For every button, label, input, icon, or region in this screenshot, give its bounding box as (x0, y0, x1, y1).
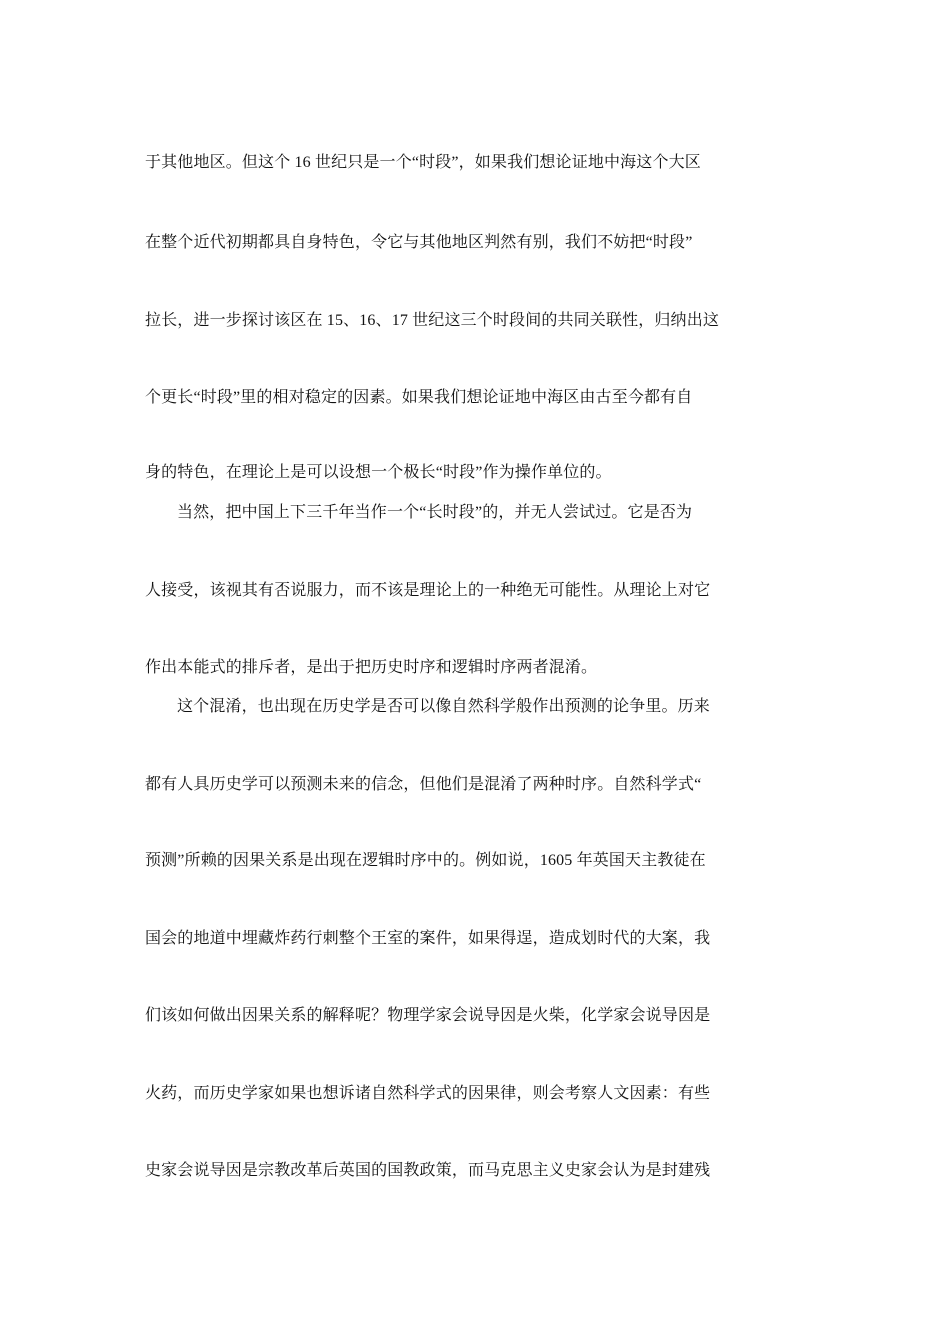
text-line: 身的特色，在理论上是可以设想一个极长“时段”作为操作单位的。 (145, 464, 612, 481)
text-line: 作出本能式的排斥者，是出于把历史时序和逻辑时序两者混淆。 (145, 659, 598, 676)
text-line: 于其他地区。但这个 16 世纪只是一个“时段”，如果我们想论证地中海这个大区 (145, 154, 701, 171)
text-line: 预测”所赖的因果关系是出现在逻辑时序中的。例如说，1605 年英国天主教徒在 (145, 852, 706, 869)
text-line: 在整个近代初期都具自身特色，令它与其他地区判然有别，我们不妨把“时段” (145, 234, 693, 251)
text-line: 拉长，进一步探讨该区在 15、16、17 世纪这三个时段间的共同关联性，归纳出这 (145, 312, 720, 329)
text-line: 史家会说导因是宗教改革后英国的国教政策，而马克思主义史家会认为是封建残 (145, 1162, 711, 1179)
text-line: 国会的地道中埋藏炸药行刺整个王室的案件，如果得逞，造成划时代的大案，我 (145, 930, 711, 947)
text-line: 火药，而历史学家如果也想诉诸自然科学式的因果律，则会考察人文因素：有些 (145, 1085, 711, 1102)
paragraph-start-line: 这个混淆，也出现在历史学是否可以像自然科学般作出预测的论争里。历来 (177, 698, 710, 715)
text-line: 人接受，该视其有否说服力，而不该是理论上的一种绝无可能性。从理论上对它 (145, 582, 711, 599)
text-line: 们该如何做出因果关系的解释呢？物理学家会说导因是火柴，化学家会说导因是 (145, 1007, 711, 1024)
paragraph-start-line: 当然，把中国上下三千年当作一个“长时段”的，并无人尝试过。它是否为 (177, 504, 693, 521)
text-line: 个更长“时段”里的相对稳定的因素。如果我们想论证地中海区由古至今都有自 (145, 389, 693, 406)
text-line: 都有人具历史学可以预测未来的信念，但他们是混淆了两种时序。自然科学式“ (145, 776, 702, 793)
